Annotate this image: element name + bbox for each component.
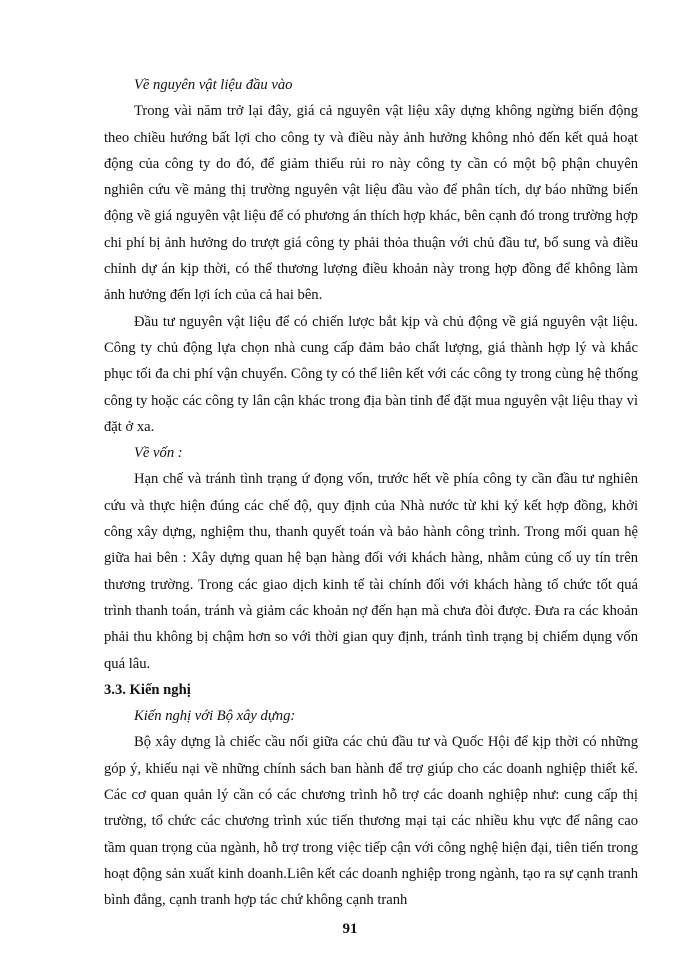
paragraph-raw-materials-strategy: Đầu tư nguyên vật liệu để có chiến lược bắt kịp và chủ động về giá nguyên vật liệu. Công ty chủ động lựa chọn nhà cung cấp đảm bảo chất lượng, giá thành hợp lý và khắc phục tối đa chi phí vận chuyển. Công ty có thể liên kết với các công ty trong cùng hệ thống công ty hoặc các công ty lân cận khác trong địa bàn tỉnh để đặt mua nguyên vật liệu thay vì đặt ở xa. [104, 313, 638, 435]
subheading-ministry-recommendation: Kiến nghị với Bộ xây dựng: [134, 708, 296, 725]
section-heading-recommendations: 3.3. Kiến nghị [104, 681, 191, 698]
subheading-raw-materials: Về nguyên vật liệu đầu vào [134, 77, 293, 93]
page-body [104, 72, 638, 914]
subheading-capital: Về vốn : [134, 445, 183, 462]
page-number: 91 [342, 921, 358, 937]
paragraph-ministry-recommendation: Bộ xây dựng là chiếc cầu nối giữa các chủ đầu tư và Quốc Hội để kịp thời có những góp ý, khiếu nại về những chính sách ban hành để trợ giúp cho các doanh nghiệp thiết kế. Các cơ quan quản lý cần có các chương trình hỗ trợ các doanh nghiệp như: cung cấp thị trường, tổ chức các chương trình xúc tiến thương mại tại các nhiều khu vực để nâng cao tầm quan trọng của ngành, hỗ trợ trong việc tiếp cận với công nghệ hiện đại, tiên tiến trong hoạt động sản xuất kinh doanh.Liên kết các doanh nghiệp trong ngành, tạo ra sự cạnh tranh bình đẳng, cạnh tranh hợp tác chứ không cạnh tranh [104, 734, 638, 909]
paragraph-raw-materials-prices: Trong vài năm trở lại đây, giá cả nguyên vật liệu xây dựng không ngừng biến động theo chiều hướng bất lợi cho công ty và điều này ảnh hưởng không nhỏ đến kết quả hoạt động của công ty do đó, để giảm thiểu rủi ro này công ty cần có một bộ phận chuyên nghiên cứu về mảng thị trường nguyên vật liệu đầu vào để phân tích, dự báo những biến động về giá nguyên vật liệu để có phương án thích hợp khác, bên cạnh đó trong trường hợp chi phí bị ảnh hưởng do trượt giá công ty phải thỏa thuận với chủ đầu tư, bổ sung và điều chỉnh dự án kịp thời, có thể thương lượng điều khoản này trong hợp đồng để không làm ảnh hưởng đến lợi ích của cả hai bên. [104, 103, 638, 304]
paragraph-capital: Hạn chế và tránh tình trạng ứ đọng vốn, trước hết về phía công ty cần đầu tư nghiên cứu và thực hiện đúng các chế độ, quy định của Nhà nước từ khi ký kết hợp đồng, khởi công xây dựng, nghiệm thu, thanh quyết toán và bảo hành công trình. Trong mối quan hệ giữa hai bên : Xây dựng quan hệ bạn hàng đối với khách hàng, nhằm củng cố uy tín trên thương trường. Trong các giao dịch kinh tế tài chính đối với khách hàng tổ chức tốt quá trình thanh toán, tránh và giảm các khoản nợ đến hạn mà chưa đòi được. Đưa ra các khoản phải thu không bị chậm hơn so với thời gian quy định, tránh tình trạng bị chiếm dụng vốn quá lâu. [104, 471, 638, 672]
